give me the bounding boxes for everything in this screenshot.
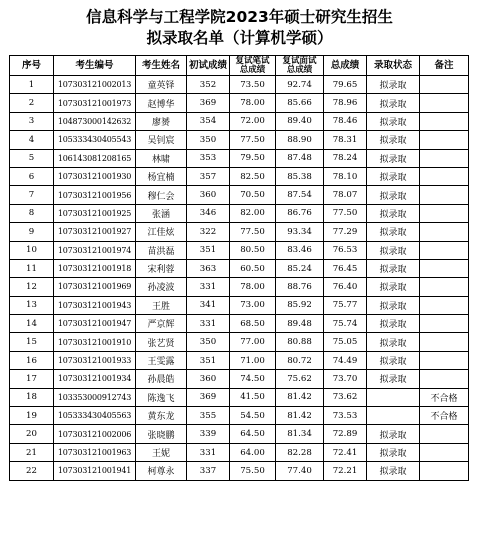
cell-seq: 13 [10, 296, 54, 314]
cell-written-score: 72.00 [230, 112, 276, 130]
cell-exam-no: 107303121002013 [54, 76, 136, 94]
cell-seq: 15 [10, 333, 54, 351]
cell-prelim: 351 [187, 351, 230, 369]
cell-note [420, 112, 469, 130]
header-note: 备注 [420, 56, 469, 76]
cell-interview-score: 92.74 [276, 76, 324, 94]
table-row [10, 149, 469, 167]
cell-total: 73.53 [324, 407, 367, 425]
table-row [10, 131, 469, 149]
cell-status: 拟录取 [367, 131, 420, 149]
cell-seq: 21 [10, 443, 54, 461]
cell-total: 73.70 [324, 370, 367, 388]
cell-seq: 20 [10, 425, 54, 443]
cell-exam-no: 104873000142632 [54, 112, 136, 130]
table-row [10, 443, 469, 461]
table-row [10, 223, 469, 241]
header-interview [276, 56, 324, 76]
header-exam-no: 考生编号 [54, 56, 136, 76]
cell-written-score: 77.50 [230, 223, 276, 241]
cell-written-score: 73.50 [230, 76, 276, 94]
cell-total: 73.62 [324, 388, 367, 406]
cell-prelim: 351 [187, 241, 230, 259]
cell-prelim: 352 [187, 76, 230, 94]
header-total: 总成绩 [324, 56, 367, 76]
table-row [10, 204, 469, 222]
cell-written-score: 54.50 [230, 407, 276, 425]
cell-status: 拟录取 [367, 425, 420, 443]
cell-name: 张艺贤 [136, 333, 187, 351]
cell-note [420, 186, 469, 204]
cell-written-score: 73.00 [230, 296, 276, 314]
table-row [10, 241, 469, 259]
header-prelim: 初试成绩 [187, 56, 230, 76]
cell-name: 黄东龙 [136, 407, 187, 425]
cell-exam-no: 107303121001918 [54, 259, 136, 277]
table-row [10, 76, 469, 94]
table-row [10, 315, 469, 333]
cell-seq: 12 [10, 278, 54, 296]
cell-note [420, 76, 469, 94]
cell-prelim: 363 [187, 259, 230, 277]
cell-interview-score: 93.34 [276, 223, 324, 241]
cell-seq: 10 [10, 241, 54, 259]
cell-name: 江佳炫 [136, 223, 187, 241]
cell-status: 拟录取 [367, 241, 420, 259]
cell-written-score: 68.50 [230, 315, 276, 333]
cell-total: 78.10 [324, 167, 367, 185]
cell-status: 拟录取 [367, 443, 420, 461]
cell-written-score: 60.50 [230, 259, 276, 277]
cell-status: 拟录取 [367, 186, 420, 204]
cell-seq: 14 [10, 315, 54, 333]
cell-name: 柯尊永 [136, 462, 187, 480]
cell-exam-no: 107303121001934 [54, 370, 136, 388]
cell-status: 拟录取 [367, 259, 420, 277]
cell-interview-score: 89.48 [276, 315, 324, 333]
cell-total: 76.53 [324, 241, 367, 259]
cell-note [420, 333, 469, 351]
cell-status: 拟录取 [367, 462, 420, 480]
cell-status: 拟录取 [367, 351, 420, 369]
cell-interview-score: 80.88 [276, 333, 324, 351]
cell-total: 76.45 [324, 259, 367, 277]
cell-total: 74.49 [324, 351, 367, 369]
cell-seq: 7 [10, 186, 54, 204]
cell-name: 赵博华 [136, 94, 187, 112]
cell-interview-score: 80.72 [276, 351, 324, 369]
cell-note [420, 149, 469, 167]
cell-total: 72.21 [324, 462, 367, 480]
cell-seq: 22 [10, 462, 54, 480]
cell-total: 79.65 [324, 76, 367, 94]
cell-prelim: 341 [187, 296, 230, 314]
cell-status: 拟录取 [367, 370, 420, 388]
cell-note [420, 351, 469, 369]
cell-name: 王胜 [136, 296, 187, 314]
cell-status: 拟录取 [367, 315, 420, 333]
cell-prelim: 355 [187, 407, 230, 425]
table-row [10, 388, 469, 406]
cell-name: 张涵 [136, 204, 187, 222]
cell-prelim: 369 [187, 94, 230, 112]
cell-note [420, 315, 469, 333]
cell-name: 穆仁会 [136, 186, 187, 204]
cell-seq: 2 [10, 94, 54, 112]
cell-status: 拟录取 [367, 112, 420, 130]
cell-written-score: 78.00 [230, 278, 276, 296]
cell-written-score: 70.50 [230, 186, 276, 204]
document-subtitle: 拟录取名单（计算机学硕） [146, 29, 333, 47]
cell-total: 75.77 [324, 296, 367, 314]
cell-name: 童英铎 [136, 76, 187, 94]
cell-note [420, 259, 469, 277]
cell-exam-no: 107303121001943 [54, 296, 136, 314]
cell-name: 林啸 [136, 149, 187, 167]
cell-exam-no: 107303121001947 [54, 315, 136, 333]
cell-seq: 17 [10, 370, 54, 388]
cell-total: 75.05 [324, 333, 367, 351]
cell-name: 杨宜楠 [136, 167, 187, 185]
cell-prelim: 337 [187, 462, 230, 480]
table-row [10, 296, 469, 314]
cell-note [420, 94, 469, 112]
cell-interview-score: 86.76 [276, 204, 324, 222]
cell-interview-score: 75.62 [276, 370, 324, 388]
cell-note [420, 443, 469, 461]
cell-status: 拟录取 [367, 223, 420, 241]
cell-exam-no: 107303121001927 [54, 223, 136, 241]
table-row [10, 186, 469, 204]
cell-total: 77.50 [324, 204, 367, 222]
cell-status: 拟录取 [367, 167, 420, 185]
cell-exam-no: 107303121001973 [54, 94, 136, 112]
cell-name: 孙凌波 [136, 278, 187, 296]
cell-prelim: 360 [187, 370, 230, 388]
cell-total: 76.40 [324, 278, 367, 296]
cell-exam-no: 107303121001969 [54, 278, 136, 296]
cell-note: 不合格 [420, 388, 469, 406]
cell-prelim: 339 [187, 425, 230, 443]
header-name: 考生姓名 [136, 56, 187, 76]
header-interview-line1: 复试面试 [282, 55, 317, 66]
cell-name: 宋利蓉 [136, 259, 187, 277]
cell-total: 78.96 [324, 94, 367, 112]
table-body [10, 76, 469, 481]
cell-name: 吴钊宸 [136, 131, 187, 149]
cell-written-score: 82.50 [230, 167, 276, 185]
cell-written-score: 79.50 [230, 149, 276, 167]
cell-total: 78.24 [324, 149, 367, 167]
cell-name: 王雯露 [136, 351, 187, 369]
cell-total: 78.31 [324, 131, 367, 149]
cell-note [420, 167, 469, 185]
cell-note [420, 223, 469, 241]
table-row [10, 278, 469, 296]
admission-table [9, 55, 469, 481]
cell-written-score: 71.00 [230, 351, 276, 369]
cell-note [420, 131, 469, 149]
cell-seq: 11 [10, 259, 54, 277]
cell-note [420, 204, 469, 222]
cell-exam-no: 105333430405563 [54, 407, 136, 425]
cell-status [367, 407, 420, 425]
cell-status: 拟录取 [367, 296, 420, 314]
cell-interview-score: 88.76 [276, 278, 324, 296]
cell-status: 拟录取 [367, 333, 420, 351]
cell-interview-score: 77.40 [276, 462, 324, 480]
cell-note [420, 462, 469, 480]
cell-prelim: 353 [187, 149, 230, 167]
table-row [10, 425, 469, 443]
cell-written-score: 82.00 [230, 204, 276, 222]
header-written-line1: 复试笔试 [235, 55, 270, 66]
cell-name: 张晓鹏 [136, 425, 187, 443]
cell-exam-no: 106143081208165 [54, 149, 136, 167]
cell-total: 78.46 [324, 112, 367, 130]
cell-total: 72.41 [324, 443, 367, 461]
cell-prelim: 350 [187, 333, 230, 351]
cell-written-score: 41.50 [230, 388, 276, 406]
cell-exam-no: 107303121001956 [54, 186, 136, 204]
cell-interview-score: 85.92 [276, 296, 324, 314]
cell-written-score: 74.50 [230, 370, 276, 388]
cell-status: 拟录取 [367, 278, 420, 296]
cell-interview-score: 85.24 [276, 259, 324, 277]
cell-interview-score: 82.28 [276, 443, 324, 461]
cell-interview-score: 85.38 [276, 167, 324, 185]
cell-prelim: 350 [187, 131, 230, 149]
cell-exam-no: 103353000912743 [54, 388, 136, 406]
cell-exam-no: 105333430405543 [54, 131, 136, 149]
cell-prelim: 360 [187, 186, 230, 204]
cell-name: 陈逸飞 [136, 388, 187, 406]
cell-exam-no: 107303121001925 [54, 204, 136, 222]
cell-seq: 6 [10, 167, 54, 185]
cell-written-score: 75.50 [230, 462, 276, 480]
cell-exam-no: 107303121001910 [54, 333, 136, 351]
cell-written-score: 78.00 [230, 94, 276, 112]
cell-written-score: 64.50 [230, 425, 276, 443]
cell-seq: 16 [10, 351, 54, 369]
cell-exam-no: 107303121001974 [54, 241, 136, 259]
cell-exam-no: 107303121001963 [54, 443, 136, 461]
cell-prelim: 369 [187, 388, 230, 406]
table-row [10, 370, 469, 388]
table-row [10, 407, 469, 425]
cell-name: 苗洪磊 [136, 241, 187, 259]
cell-name: 廖赟 [136, 112, 187, 130]
cell-written-score: 64.00 [230, 443, 276, 461]
cell-prelim: 357 [187, 167, 230, 185]
cell-status: 拟录取 [367, 149, 420, 167]
cell-interview-score: 87.48 [276, 149, 324, 167]
cell-interview-score: 87.54 [276, 186, 324, 204]
cell-interview-score: 88.90 [276, 131, 324, 149]
cell-note [420, 425, 469, 443]
cell-seq: 5 [10, 149, 54, 167]
cell-name: 王妮 [136, 443, 187, 461]
cell-name: 孙晨皓 [136, 370, 187, 388]
cell-prelim: 354 [187, 112, 230, 130]
cell-total: 77.29 [324, 223, 367, 241]
header-interview-line2: 总成绩 [286, 64, 313, 75]
document-title: 信息科学与工程学院2023年硕士研究生招生 [86, 8, 393, 26]
table-row [10, 462, 469, 480]
cell-seq: 4 [10, 131, 54, 149]
cell-note [420, 278, 469, 296]
cell-seq: 1 [10, 76, 54, 94]
cell-prelim: 322 [187, 223, 230, 241]
cell-name: 严京辉 [136, 315, 187, 333]
table-row [10, 112, 469, 130]
cell-seq: 8 [10, 204, 54, 222]
cell-written-score: 77.00 [230, 333, 276, 351]
cell-interview-score: 83.46 [276, 241, 324, 259]
cell-status: 拟录取 [367, 94, 420, 112]
header-seq: 序号 [10, 56, 54, 76]
cell-interview-score: 81.34 [276, 425, 324, 443]
table-row [10, 259, 469, 277]
cell-interview-score: 89.40 [276, 112, 324, 130]
cell-note [420, 370, 469, 388]
cell-status: 拟录取 [367, 204, 420, 222]
cell-prelim: 331 [187, 278, 230, 296]
cell-exam-no: 107303121001933 [54, 351, 136, 369]
cell-written-score: 80.50 [230, 241, 276, 259]
cell-status: 拟录取 [367, 76, 420, 94]
cell-total: 75.74 [324, 315, 367, 333]
header-status: 录取状态 [367, 56, 420, 76]
cell-exam-no: 107303121001941 [54, 462, 136, 480]
cell-status [367, 388, 420, 406]
cell-prelim: 331 [187, 443, 230, 461]
cell-total: 72.89 [324, 425, 367, 443]
cell-exam-no: 107303121002006 [54, 425, 136, 443]
cell-interview-score: 85.66 [276, 94, 324, 112]
header-written-line2: 总成绩 [239, 64, 266, 75]
cell-seq: 18 [10, 388, 54, 406]
cell-note [420, 241, 469, 259]
cell-prelim: 331 [187, 315, 230, 333]
header-row [10, 56, 469, 76]
table-row [10, 94, 469, 112]
table-row [10, 167, 469, 185]
header-written [230, 56, 276, 76]
cell-prelim: 346 [187, 204, 230, 222]
cell-seq: 19 [10, 407, 54, 425]
cell-exam-no: 107303121001930 [54, 167, 136, 185]
cell-interview-score: 81.42 [276, 407, 324, 425]
cell-note [420, 296, 469, 314]
cell-interview-score: 81.42 [276, 388, 324, 406]
cell-seq: 9 [10, 223, 54, 241]
cell-total: 78.07 [324, 186, 367, 204]
cell-note: 不合格 [420, 407, 469, 425]
cell-seq: 3 [10, 112, 54, 130]
table-row [10, 351, 469, 369]
table-row [10, 333, 469, 351]
cell-written-score: 77.50 [230, 131, 276, 149]
